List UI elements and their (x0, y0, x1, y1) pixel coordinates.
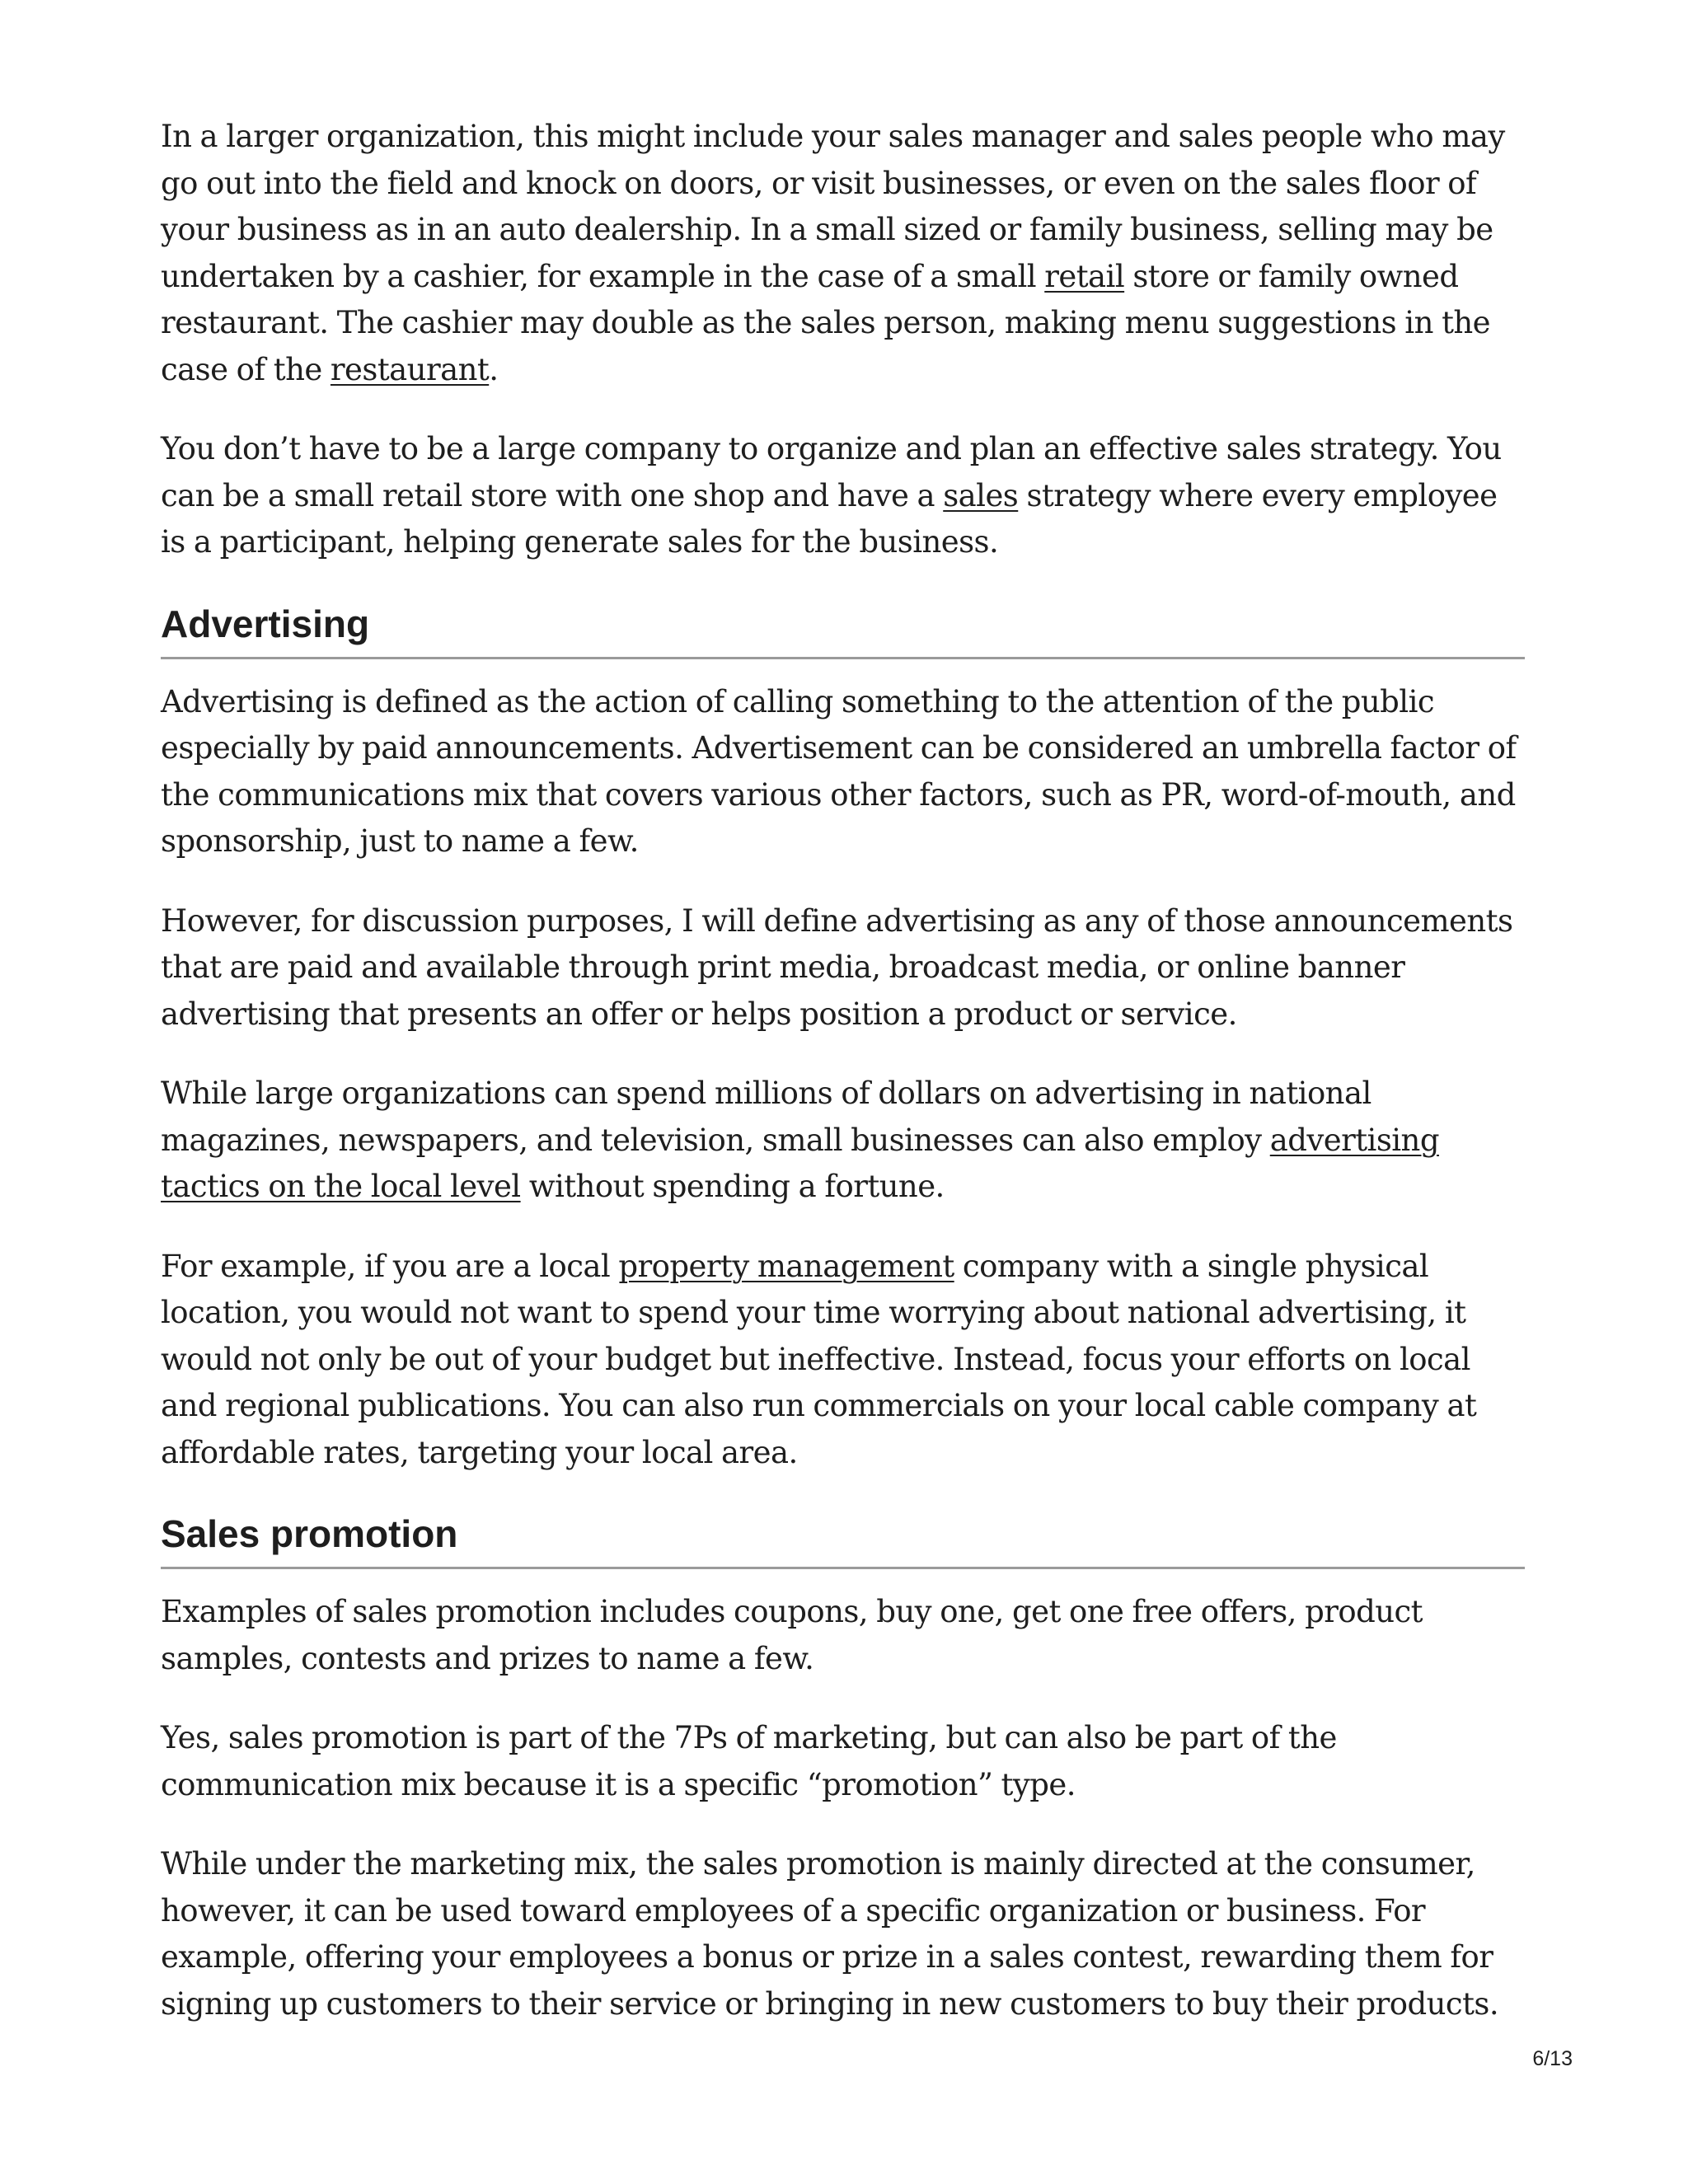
text: You don’t have to be a large company to organize and plan an effective sales strategy. You can be a small retail store with one shop and have a (161, 431, 1502, 513)
page-number: 6/13 (1532, 2047, 1573, 2070)
advertising-tactics-link[interactable]: advertising tactics on the local level (161, 1122, 1439, 1204)
text: store or family owned restaurant. The cashier may double as the sales person, making menu suggestions in the case of the (161, 258, 1491, 387)
advertising-heading: Advertising (161, 599, 1525, 659)
paragraph-promotion-employees: While under the marketing mix, the sales promotion is mainly directed at the consumer, however, it can be used toward employees of a specific organization or business. For example, offering your employees a bonus or prize in a sales contest, rewarding them for signing up customers to their service or bringing in new customers to buy their products. (161, 1846, 1499, 2022)
paragraph-advertising-example (161, 1244, 1525, 1477)
text: While large organizations can spend millions of dollars on advertising in national magazines, newspapers, and television, small businesses can also employ (161, 1076, 1372, 1158)
text: without spending a fortune. (520, 1169, 945, 1204)
paragraph-promotion-examples: Examples of sales promotion includes coupons, buy one, get one free offers, product samples, contests and prizes to name a few. (161, 1594, 1423, 1676)
text: company with a single physical location, you would not want to spend your time worrying about national advertising, it would not only be out of your budget but ineffective. Instead, focus your efforts on local and regional publications. You can also run commercials on your local cable company at affordable rates, targeting your local area. (161, 1248, 1477, 1470)
paragraph-promotion-7ps: Yes, sales promotion is part of the 7Ps of marketing, but can also be part of the communication mix because it is a specific “promotion” type. (161, 1720, 1337, 1802)
retail-link[interactable]: retail (1044, 258, 1125, 294)
text: strategy where every employee is a participant, helping generate sales for the business. (161, 477, 1498, 560)
paragraph-sales-strategy (161, 426, 1525, 566)
text: For example, if you are a local (161, 1248, 619, 1284)
text: In a larger organization, this might include your sales manager and sales people who may go out into the field and knock on doors, or visit businesses, or even on the sales floor of your business as in an auto dealership. In a small sized or family business, selling may be undertaken by a cashier, for example in the case of a small (161, 119, 1505, 294)
paragraph-advertising-discussion: However, for discussion purposes, I will define advertising as any of those announcements that are paid and available through print media, broadcast media, or online banner advertising that presents an offer or helps position a product or service. (161, 902, 1513, 1032)
property-management-link[interactable]: property management (618, 1248, 954, 1284)
article-body (161, 114, 1525, 2060)
sales-link[interactable]: sales (943, 477, 1019, 513)
paragraph-sales-organization (161, 114, 1525, 393)
paragraph-advertising-local (161, 1071, 1525, 1211)
restaurant-link[interactable]: restaurant (330, 351, 490, 387)
sales-promotion-heading: Sales promotion (161, 1509, 1525, 1569)
text: . (489, 351, 499, 387)
paragraph-advertising-definition: Advertising is defined as the action of calling something to the attention of the public especially by paid announcements. Advertisement can be considered an umbrella factor of the communications mix that covers various other factors, such as PR, word-of-mouth, and sponsorship, just to name a few. (161, 683, 1517, 859)
